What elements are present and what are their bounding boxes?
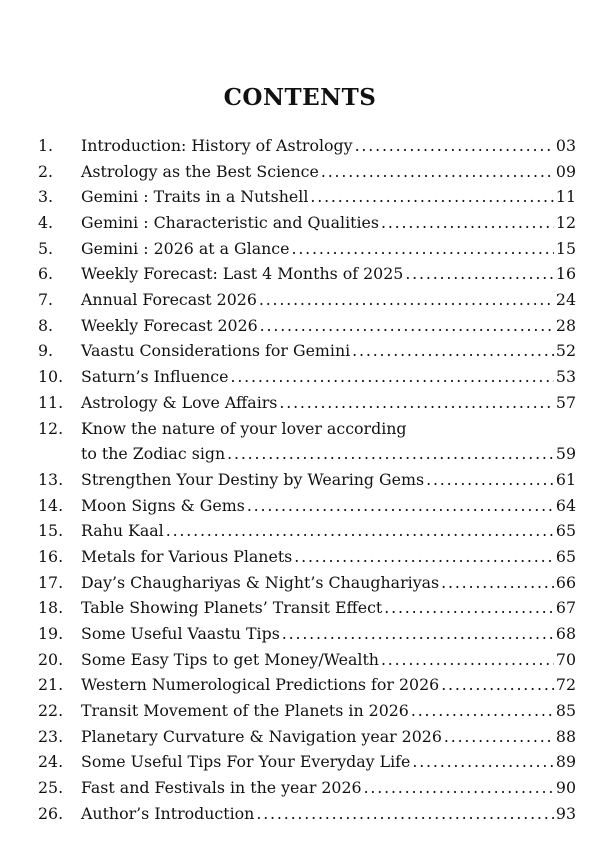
page-title: CONTENTS [223,84,377,111]
dot-leader [227,441,554,467]
toc-entry-title: Introduction: History of Astrology [81,135,353,155]
toc-entry-number: 12. [38,418,64,438]
toc-entry-page: 59 [555,444,576,464]
toc-entry [38,313,576,339]
toc-entry [38,390,576,416]
toc-entry-page: 93 [555,803,576,823]
toc-entry-page: 28 [555,315,576,335]
toc-entry [38,801,576,827]
toc-entry-title: Author’s Introduction [81,803,255,823]
toc-entry-page: 85 [555,701,576,721]
toc-entry [38,133,576,159]
toc-entry-title: Saturn’s Influence [81,367,229,387]
toc-entry-page: 70 [555,649,576,669]
toc-entry [38,236,576,262]
dot-leader [412,750,554,776]
toc-entry-page: 16 [555,264,576,284]
toc-entry-number: 24. [38,752,64,772]
toc-entry-title: Know the nature of your lover according [81,418,407,438]
toc-entry-title: Gemini : 2026 at a Glance [81,238,290,258]
dot-leader [247,493,554,519]
dot-leader [441,672,554,698]
toc-entry [38,493,576,519]
toc-entry-title: Strengthen Your Destiny by Wearing Gems [81,469,425,489]
toc-entry-title: Vaastu Considerations for Gemini [81,341,351,361]
toc-entry-title: Table Showing Planets’ Transit Effect [81,598,383,618]
toc-entry-number: 3. [38,187,54,207]
toc-entry-continuation [38,441,576,467]
toc-entry-page: 88 [555,726,576,746]
toc-entry-title: Astrology & Love Affairs [81,392,278,412]
toc-entry-number: 23. [38,726,64,746]
toc-entry-number: 7. [38,290,54,310]
dot-leader [411,698,554,724]
toc-entry-number: 21. [38,675,64,695]
dot-leader [426,467,554,493]
toc-entry-title: Some Easy Tips to get Money/Wealth [81,649,379,669]
toc-entry [38,364,576,390]
toc-entry-page: 15 [555,238,576,258]
toc-entry-page: 72 [555,675,576,695]
toc-entry-title: Weekly Forecast 2026 [81,315,258,335]
dot-leader [256,801,554,827]
toc-entry-number: 14. [38,495,64,515]
toc-entry-number: 6. [38,264,54,284]
toc-entry-page: 66 [555,572,576,592]
toc-entry [38,518,576,544]
toc-entry-title: Moon Signs & Gems [81,495,245,515]
toc-entry-page: 57 [555,392,576,412]
toc-entry-page: 53 [555,367,576,387]
toc-entry [38,647,576,673]
toc-entry-number: 25. [38,778,64,798]
dot-leader [355,133,554,159]
toc-entry [38,775,576,801]
toc-entry-page: 03 [555,135,576,155]
toc-entry [38,339,576,365]
toc-entry-number: 11. [38,392,64,412]
toc-entry [38,184,576,210]
dot-leader [260,313,554,339]
toc-entry-title: Weekly Forecast: Last 4 Months of 2025 [81,264,404,284]
toc-entry-number: 17. [38,572,64,592]
toc-entry [38,724,576,750]
toc-entry-page: 11 [555,187,576,207]
dot-leader [364,775,554,801]
dot-leader [381,647,554,673]
toc-entry-title: Gemini : Characteristic and Qualities [81,213,379,233]
toc-entry-page: 09 [555,161,576,181]
toc-entry [38,287,576,313]
toc-entry-page: 24 [555,290,576,310]
toc-entry-page: 52 [555,341,576,361]
dot-leader [444,724,554,750]
toc-entry [38,261,576,287]
toc-entry-title: Gemini : Traits in a Nutshell [81,187,309,207]
toc-entry [38,672,576,698]
dot-leader [279,390,553,416]
toc-entry-page: 67 [555,598,576,618]
toc-entry [38,698,576,724]
toc-entry-number: 26. [38,803,64,823]
toc-entry-title: Annual Forecast 2026 [81,290,257,310]
toc-entry-number: 9. [38,341,54,361]
toc-entry-number: 20. [38,649,64,669]
toc-entry-page: 89 [555,752,576,772]
toc-entry-page: 65 [555,521,576,541]
toc-entry-title: Some Useful Vaastu Tips [81,624,280,644]
toc-entry-number: 16. [38,546,64,566]
toc-entry-page: 12 [555,213,576,233]
dot-leader [282,621,554,647]
toc-entry-number: 22. [38,701,64,721]
dot-leader [381,210,554,236]
dot-leader [292,236,554,262]
toc-entry [38,570,576,596]
toc-entry-number: 18. [38,598,64,618]
dot-leader [310,184,554,210]
toc-entry-page: 68 [555,624,576,644]
dot-leader [259,287,554,313]
toc-entry-title: Astrology as the Best Science [81,161,319,181]
toc-entry-number: 4. [38,213,54,233]
toc-entry-number: 8. [38,315,54,335]
toc-entry [38,544,576,570]
dot-leader [321,159,554,185]
toc-entry-number: 19. [38,624,64,644]
toc-entry-title: Rahu Kaal [81,521,164,541]
dot-leader [384,595,554,621]
toc-entry [38,159,576,185]
toc-entry-number: 1. [38,135,54,155]
toc-entry-title: Transit Movement of the Planets in 2026 [81,701,409,721]
toc-entry-title: Some Useful Tips For Your Everyday Life [81,752,411,772]
toc-entry [38,595,576,621]
dot-leader [352,339,554,365]
toc-entry-page: 64 [555,495,576,515]
toc-entry-title: Fast and Festivals in the year 2026 [81,778,362,798]
toc-entry [38,416,576,442]
toc-entry-title: Metals for Various Planets [81,546,293,566]
toc-entry-number: 13. [38,469,64,489]
toc-entry-page: 90 [555,778,576,798]
toc-entry-title: Western Numerological Predictions for 2026 [81,675,440,695]
toc-entry-number: 5. [38,238,54,258]
dot-leader [441,570,554,596]
toc-entry [38,467,576,493]
toc-entry [38,210,576,236]
toc-entry-page: 65 [555,546,576,566]
toc-entry-page: 61 [555,469,576,489]
dot-leader [294,544,554,570]
toc-entry [38,621,576,647]
toc-entry-title: Planetary Curvature & Navigation year 2026 [81,726,442,746]
toc-entry-number: 15. [38,521,64,541]
dot-leader [230,364,553,390]
toc-entry-number: 2. [38,161,54,181]
dot-leader [405,261,554,287]
toc-entry-title: Day’s Chaughariyas & Night’s Chaughariyas [81,572,440,592]
dot-leader [166,518,554,544]
toc-entry-number: 10. [38,367,64,387]
toc-entry [38,750,576,776]
toc-entry-title-continued: to the Zodiac sign [81,444,226,464]
table-of-contents [38,133,576,827]
